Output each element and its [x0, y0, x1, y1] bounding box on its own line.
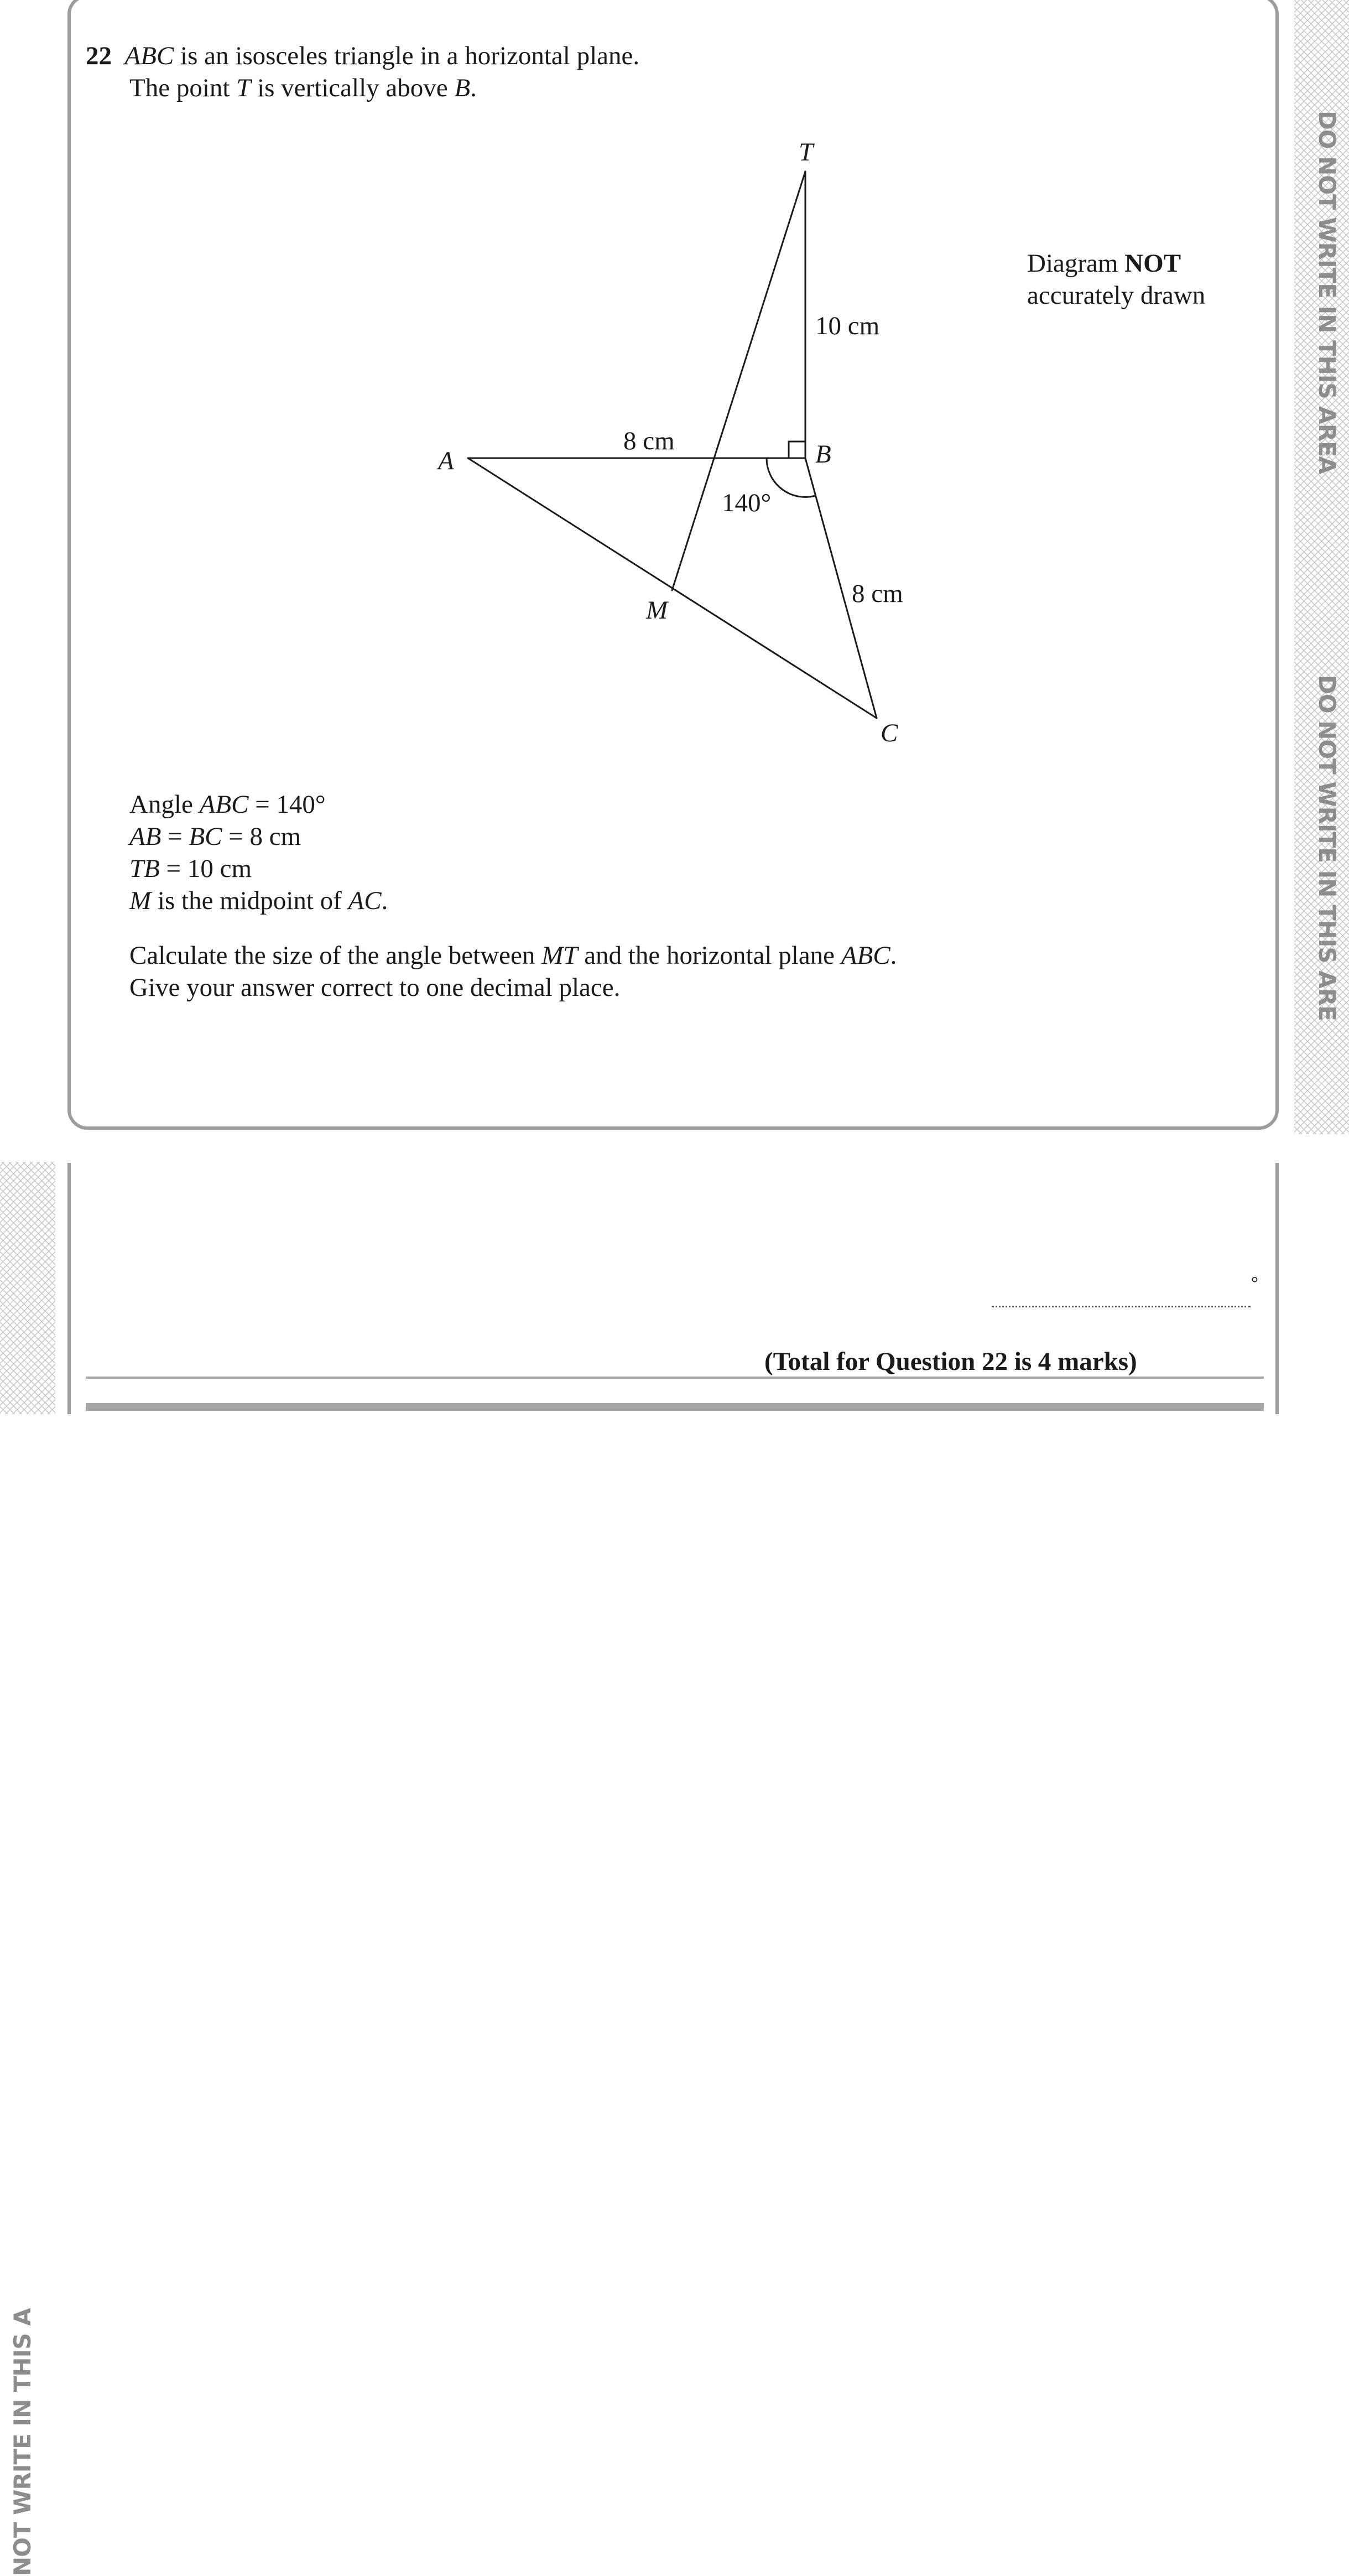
given-sym: A — [348, 886, 364, 915]
label-ab-length: 8 cm — [623, 427, 675, 455]
point-b-ref: B — [454, 74, 471, 102]
given-text: = 140° — [255, 790, 326, 819]
label-point-a: A — [438, 446, 454, 475]
given-sym: M — [129, 886, 152, 915]
label-angle-abc: 140° — [722, 489, 772, 517]
triangle-name-b: B — [140, 41, 157, 70]
segment-tm — [672, 172, 805, 590]
label-bc-length: 8 cm — [852, 579, 903, 608]
given-sym: B — [189, 822, 205, 851]
given-text: Angle — [129, 790, 193, 819]
given-sides — [129, 820, 301, 853]
task-sym: B — [857, 941, 873, 970]
task-sym: C — [873, 941, 890, 970]
given-sym: B — [215, 790, 232, 819]
task-line1 — [129, 939, 897, 972]
angle-arc — [767, 458, 815, 497]
given-angle — [129, 788, 326, 820]
triangle-name: A — [124, 41, 141, 70]
divider-rule — [86, 1377, 1264, 1379]
task-sym: M — [541, 941, 564, 970]
intro-text: is vertically above — [257, 74, 448, 102]
label-point-c: C — [881, 719, 898, 747]
point-t-ref: T — [236, 74, 251, 102]
given-midpoint — [129, 885, 388, 917]
task-sym: A — [841, 941, 857, 970]
degree-symbol: ° — [1251, 1273, 1258, 1292]
given-text: = 10 cm — [166, 854, 252, 883]
task-text: . — [890, 941, 897, 970]
given-text: . — [381, 886, 388, 915]
label-point-b: B — [815, 440, 831, 469]
given-sym: B — [144, 854, 160, 883]
given-sym: A — [129, 822, 145, 851]
intro-text: The point — [129, 74, 230, 102]
given-tb — [129, 853, 252, 885]
label-tb-length: 10 cm — [815, 311, 880, 340]
margin-warning-text: DO NOT WRITE IN THIS ARE — [1314, 675, 1341, 1021]
triangle-name-c: C — [156, 41, 174, 70]
given-sym: A — [199, 790, 216, 819]
task-sym: T — [563, 941, 578, 970]
diagram-note-line2: accurately drawn — [1027, 281, 1206, 310]
margin-warning-text: NOT WRITE IN THIS A — [9, 2308, 36, 2576]
label-point-m: M — [646, 596, 668, 625]
answer-input-line[interactable] — [992, 1306, 1251, 1307]
margin-warning-text: DO NOT WRITE IN THIS AREA — [1314, 111, 1341, 474]
divider-rule-thick — [86, 1403, 1264, 1411]
task-text: Calculate the size of the angle between — [129, 941, 535, 970]
right-angle-marker — [789, 442, 805, 458]
task-line2: Give your answer correct to one decimal place. — [129, 973, 621, 1002]
note-text: Diagram — [1027, 249, 1118, 278]
diagram-note-line1 — [1027, 247, 1181, 279]
given-sym: B — [145, 822, 162, 851]
given-text: is the midpoint of — [157, 886, 342, 915]
label-point-t: T — [799, 138, 814, 167]
intro-text: is an isosceles triangle in a horizontal plane. — [180, 41, 640, 70]
given-sym: C — [364, 886, 382, 915]
intro-period: . — [470, 74, 477, 102]
given-text: = — [168, 822, 183, 851]
given-sym: T — [129, 854, 144, 883]
given-text: = 8 cm — [228, 822, 301, 851]
note-bold: NOT — [1124, 249, 1181, 278]
task-text: and the horizontal plane — [584, 941, 835, 970]
given-sym: C — [205, 822, 222, 851]
given-sym: C — [231, 790, 249, 819]
total-marks: (Total for Question 22 is 4 marks) — [764, 1347, 1137, 1376]
question-number: 22 — [86, 41, 112, 70]
